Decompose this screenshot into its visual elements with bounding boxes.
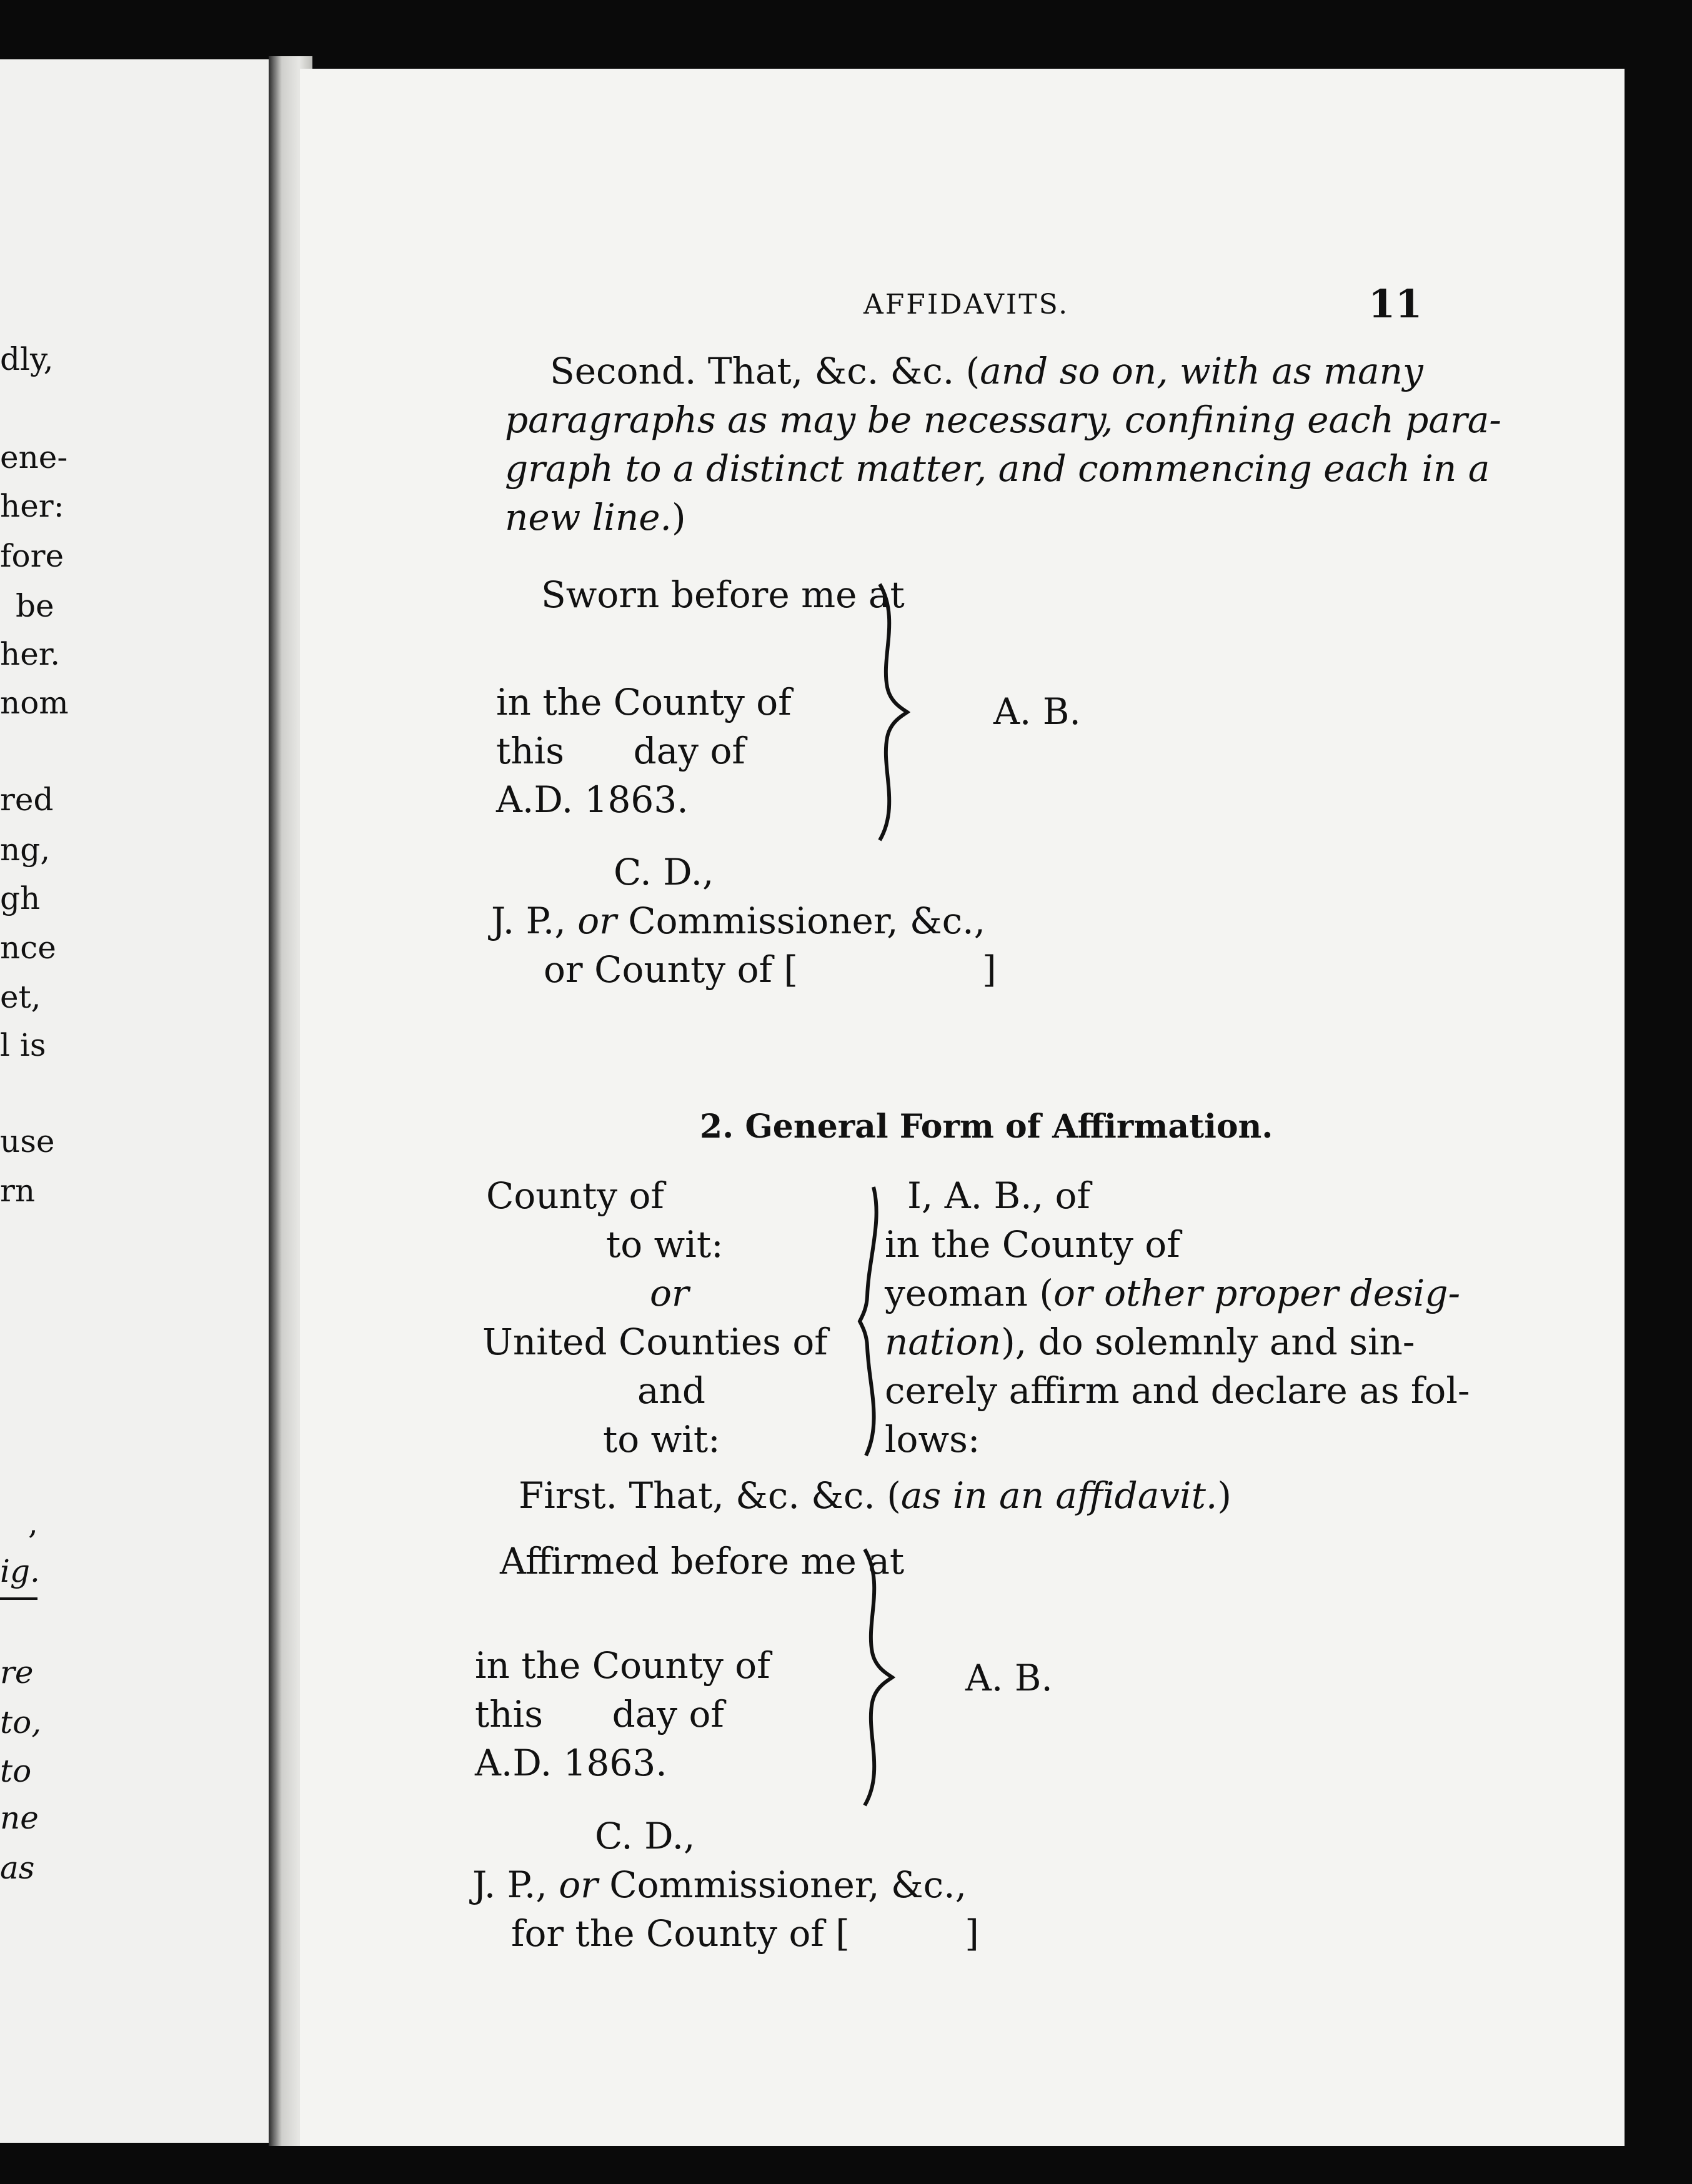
venue-united-counties: United Counties of [482, 1321, 828, 1363]
left-page-text: red [0, 782, 54, 818]
affirmant-designation [885, 1321, 1415, 1363]
deponent-signature: A. B. [965, 1657, 1053, 1699]
left-page-text: , [28, 1505, 38, 1541]
left-page-text: et, [0, 979, 41, 1015]
paragraph-text: Second. That, &c. &c. ( [550, 350, 980, 392]
paragraph-second-line [550, 350, 1423, 392]
body-text: ) [1217, 1474, 1232, 1517]
affirmation-text: cerely affirm and declare as fol- [885, 1369, 1470, 1412]
affirmant-occupation [885, 1272, 1460, 1314]
deponent-signature: A. B. [993, 690, 1081, 733]
title-text: Commissioner, &c., [597, 1864, 967, 1906]
venue-to-wit: to wit: [603, 1418, 720, 1461]
left-page-text: use [0, 1123, 55, 1159]
body-italic-text: as in an affidavit. [900, 1474, 1218, 1517]
county-line: or County of [ ] [544, 948, 997, 991]
left-page-text: to [0, 1753, 32, 1789]
body-text: First. That, &c. &c. ( [519, 1474, 901, 1517]
commissioner-name: C. D., [595, 1815, 695, 1857]
paragraph-second-line: graph to a distinct matter, and commencing each in a [505, 447, 1490, 490]
jurat-year-line: A.D. 1863. [496, 778, 689, 821]
running-title: AFFIDAVITS. [863, 289, 1070, 320]
left-page-text: as [0, 1850, 35, 1886]
curly-brace [875, 581, 912, 843]
left-page-text: ig. [0, 1553, 40, 1589]
body-text: yeoman ( [885, 1272, 1054, 1314]
paragraph-second-line [505, 496, 686, 539]
left-page-text: her: [0, 488, 64, 524]
left-page-text: re [0, 1654, 34, 1690]
left-page-text: nce [0, 930, 56, 966]
page-number: 11 [1368, 281, 1423, 327]
body-italic-text: nation [885, 1321, 1002, 1363]
curly-brace [860, 1546, 897, 1809]
commissioner-title [491, 900, 985, 942]
jurat-day-line: this day of [475, 1693, 724, 1735]
paragraph-italic-text: and so on, with as many [980, 350, 1423, 392]
left-page-text: nom [0, 685, 69, 721]
left-page-text: be [16, 588, 54, 624]
paragraph-text: ) [671, 496, 686, 539]
affirmant-county: in the County of [885, 1223, 1180, 1266]
title-or-text: or [559, 1864, 598, 1906]
county-line: for the County of [ ] [511, 1912, 979, 1955]
title-or-text: or [577, 900, 617, 942]
left-page-text: ng, [0, 831, 51, 868]
title-text: J. P., [472, 1864, 559, 1906]
left-page-text: ne [0, 1800, 39, 1836]
left-page-text: l is [0, 1027, 46, 1063]
jurat-county-line: in the County of [475, 1644, 770, 1687]
affirmation-text: lows: [885, 1418, 980, 1461]
left-page-text: gh [0, 880, 41, 916]
left-page-text: ene- [0, 439, 68, 475]
left-page-text: fore [0, 538, 64, 574]
left-page-text: to, [0, 1704, 42, 1740]
left-page-text: rn [0, 1173, 36, 1209]
left-page-fragment [0, 59, 269, 2143]
venue-county: County of [486, 1174, 664, 1217]
body-text: ), do solemnly and sin- [1001, 1321, 1415, 1363]
title-text: J. P., [491, 900, 578, 942]
first-paragraph-line [519, 1474, 1232, 1517]
paragraph-italic-text: new line. [505, 496, 672, 539]
left-page-text: her. [0, 636, 61, 672]
paragraph-second-line: paragraphs as may be necessary, confining each para- [505, 399, 1501, 441]
jurat-affirmed-line: Affirmed before me at [500, 1540, 905, 1582]
venue-and: and [637, 1369, 706, 1412]
venue-or: or [650, 1272, 689, 1314]
left-page-rule [0, 1597, 37, 1600]
affirmant-line: I, A. B., of [907, 1174, 1090, 1217]
left-page-text: dly, [0, 341, 54, 377]
commissioner-name: C. D., [614, 851, 714, 893]
title-text: Commissioner, &c., [616, 900, 986, 942]
jurat-sworn-line: Sworn before me at [541, 573, 905, 616]
commissioner-title [472, 1864, 967, 1906]
section-heading: 2. General Form of Affirmation. [700, 1108, 1273, 1146]
jurat-year-line: A.D. 1863. [475, 1742, 667, 1784]
jurat-day-line: this day of [496, 730, 745, 772]
jurat-county-line: in the County of [496, 681, 792, 723]
venue-to-wit: to wit: [606, 1223, 724, 1266]
body-italic-text: or other proper desig- [1053, 1272, 1461, 1314]
